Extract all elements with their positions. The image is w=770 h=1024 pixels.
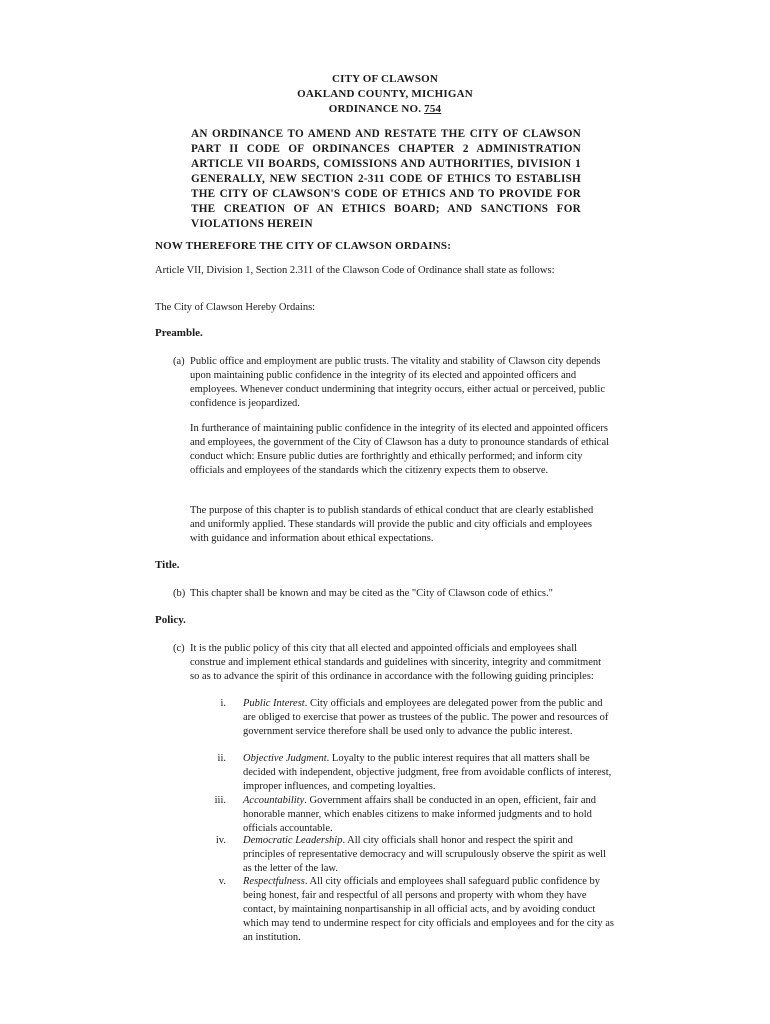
principle-term: Accountability [243,795,305,806]
principle-item [243,794,615,836]
principle-item [243,834,615,876]
policy-heading: Policy. [155,614,186,626]
principle-term: Respectfulness [243,876,305,887]
hereby-ordains: The City of Clawson Hereby Ordains: [155,302,316,313]
ordinance-prefix: ORDINANCE NO. [328,103,425,115]
policy-intro: It is the public policy of this city that all elected and appointed officials and employees shall construe and implement ethical standards and guidelines with sincerity, integrity and commitment so as to advance the spirit of this ordinance in accordance with the following guiding principles: [190,643,602,682]
principle-number: i. [220,698,226,709]
ordinance-title: AN ORDINANCE TO AMEND AND RESTATE THE CITY OF CLAWSON PART II CODE OF ORDINANCES CHAPTER 2 ADMINISTRATION ARTICLE VII BOARDS, COMISSIONS AND AUTHORITIES, DIVISION 1 GENERALLY, NEW SECTION 2-311 CODE OF ETHICS TO ESTABLISH THE CITY OF CLAWSON'S CODE OF ETHICS AND TO PROVIDE FOR THE CREATION OF AN ETHICS BOARD; AND SANCTIONS FOR VIOLATIONS HEREIN [191,128,581,230]
principle-text: . City officials and employees are delegated power from the public and are obliged to exercise that power as trustees of the public. The power and resources of government service therefore shall be used only to advance the public interest. [243,698,609,737]
preamble-marker: (a) [173,356,185,367]
county-name: OAKLAND COUNTY, MICHIGAN [297,88,473,100]
principle-text: . Loyalty to the public interest requires that all matters shall be decided with independent, objective judgment, free from avoidable conflicts of interest, improper influences, and competing loyalties. [243,753,612,792]
ordinance-number [0,103,770,115]
preamble-paragraph-2: In furtherance of maintaining public confidence in the integrity of its elected and appointed officers and employees, the government of the City of Clawson has a duty to pronounce standards of ethical conduct which: Ensure public duties are forthrightly and ethically performed; and inform city officials and employees of the standards which the citizenry expects them to observe. [190,423,610,476]
title-paragraph: This chapter shall be known and may be cited as the "City of Clawson code of ethics." [190,588,553,599]
policy-marker: (c) [173,643,185,654]
principle-number: ii. [217,753,226,764]
article-statement: Article VII, Division 1, Section 2.311 of the Clawson Code of Ordinance shall state as follows: [155,265,555,276]
principle-text: . Government affairs shall be conducted in an open, efficient, fair and honorable manner, which enables citizens to make informed judgments and to hold officials accountable. [243,795,596,834]
principle-number: iv. [215,835,226,846]
principle-item [243,875,615,945]
ordinance-number-value: 754 [424,103,442,115]
preamble-paragraph-3: The purpose of this chapter is to publish standards of ethical conduct that are clearly established and uniformly applied. These standards will provide the public and city officials and employees with guidance and information about ethical expectations. [190,505,594,544]
preamble-paragraph-1: Public office and employment are public trusts. The vitality and stability of Clawson city depends upon maintaining public confidence in the integrity of its elected and appointed officers and employees. Whenever conduct undermining that integrity occurs, either actual or perceived, public confidence is jeopardized. [190,356,605,409]
principle-term: Public Interest [243,698,305,709]
title-heading: Title. [155,559,180,571]
principle-text: . All city officials and employees shall safeguard public confidence by being honest, fair and respectful of all persons and property with whom they have contact, by maintaining nonpartisanship in all official acts, and by avoiding conduct which may tend to undermine respect for city officials and employees and for the city as an institution. [243,876,614,943]
principle-item [243,752,615,794]
title-marker: (b) [173,588,186,599]
ordains-statement: NOW THEREFORE THE CITY OF CLAWSON ORDAINS: [155,240,452,252]
principle-number: iii. [214,795,226,806]
principle-term: Democratic Leadership [243,835,343,846]
principle-text: . All city officials shall honor and respect the spirit and principles of representative democracy and will scrupulously observe the spirit as well as the letter of the law. [243,835,607,874]
city-name: CITY OF CLAWSON [331,73,439,85]
preamble-heading: Preamble. [155,327,203,339]
principle-term: Objective Judgment [243,753,327,764]
principle-number: v. [218,876,226,887]
principle-item [243,697,615,739]
